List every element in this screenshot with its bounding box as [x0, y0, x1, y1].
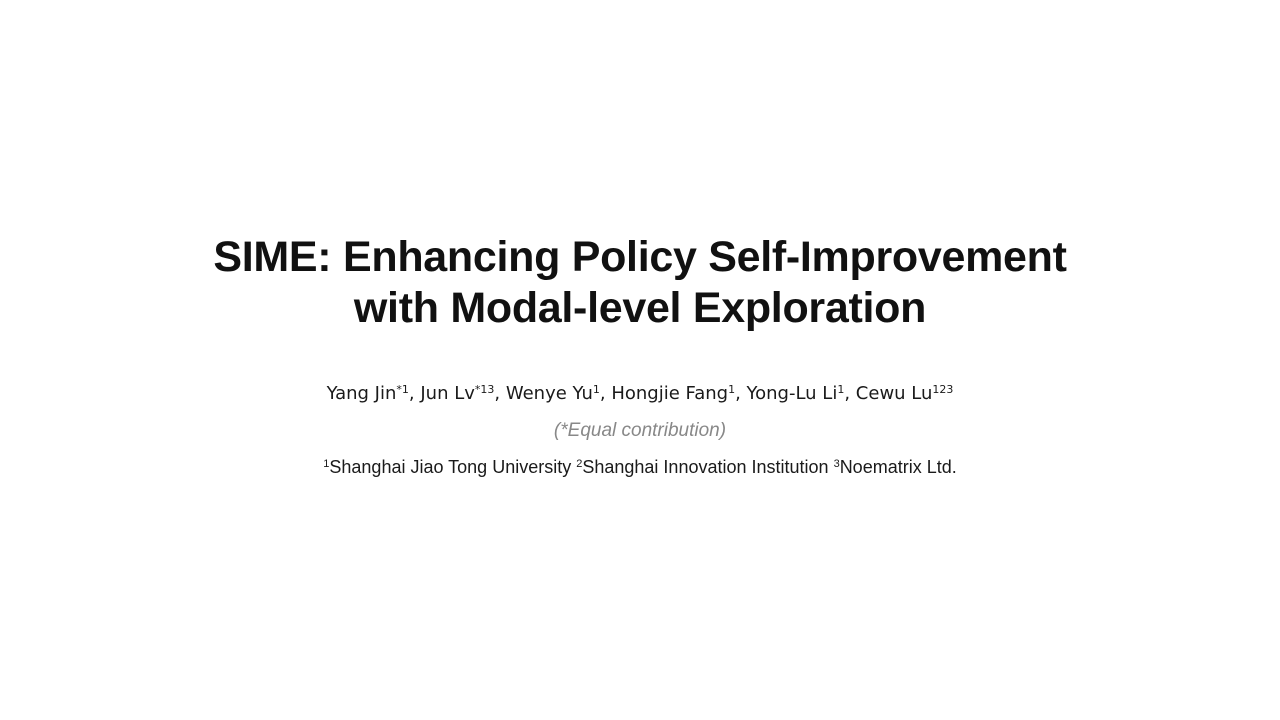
affiliation-name: Shanghai Innovation Institution — [582, 457, 829, 477]
equal-contribution-note: (*Equal contribution) — [553, 420, 727, 441]
author — [506, 383, 611, 404]
affiliation — [834, 457, 957, 477]
author-marks: 1 — [837, 383, 845, 396]
author-marks: 123 — [932, 383, 954, 396]
author-name: Wenye Yu — [505, 383, 593, 404]
author — [747, 383, 856, 404]
title-line-1: SIME: Enhancing Policy Self-Improvement — [213, 233, 1067, 281]
affiliation-mark: 3 — [833, 458, 840, 470]
author-separator: , — [599, 383, 612, 404]
author-name: Yang Jin — [326, 383, 397, 404]
author-marks: *1 — [396, 383, 409, 396]
affiliation-mark: 1 — [323, 458, 330, 470]
title-line-2: with Modal-level Exploration — [353, 284, 927, 332]
author-name: Yong-Lu Li — [746, 383, 838, 404]
author — [611, 383, 746, 404]
author-list — [0, 381, 1280, 407]
author-separator: , — [408, 383, 421, 404]
author-separator: , — [844, 383, 856, 404]
affiliation — [323, 457, 576, 477]
author-marks: 1 — [592, 383, 600, 396]
affiliation-name: Noematrix Ltd. — [839, 457, 957, 477]
paper-title — [0, 232, 1280, 334]
author-separator: , — [494, 383, 506, 404]
author-name: Cewu Lu — [855, 383, 933, 404]
author-name: Jun Lv — [420, 383, 475, 404]
author-name: Hongjie Fang — [611, 383, 729, 404]
affiliation-mark: 2 — [576, 458, 583, 470]
author — [856, 383, 954, 404]
author-marks: 1 — [728, 383, 736, 396]
author — [420, 383, 505, 404]
author-marks: *13 — [474, 383, 495, 396]
affiliation-list — [0, 455, 1280, 479]
affiliation-name: Shanghai Jiao Tong University — [329, 457, 572, 477]
affiliation — [576, 457, 833, 477]
author-separator: , — [735, 383, 747, 404]
author — [327, 383, 421, 404]
